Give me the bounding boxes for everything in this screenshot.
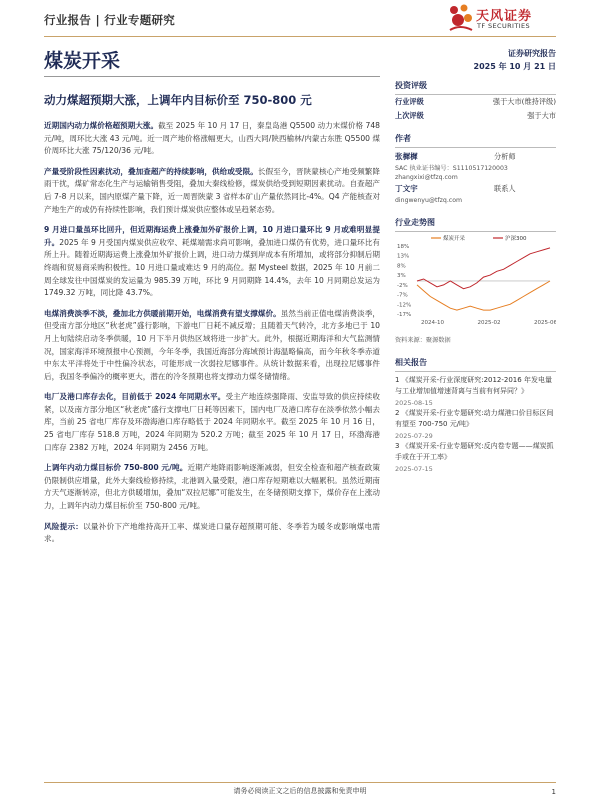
report-subtitle: 动力煤超预期大涨，上调年内目标价至 750-800 元 xyxy=(44,93,312,107)
author-row: 张樨樨 分析师 xyxy=(395,152,516,161)
related-report-item[interactable]: 3 《煤炭开采-行业专题研究:反内卷专题——煤炭抓手或在于开工率》 2025-07-15 xyxy=(395,442,554,473)
footer-divider xyxy=(44,782,556,783)
related-report-item[interactable]: 1 《煤炭开采-行业深度研究:2012-2016 年发电量与工业增加值增速背离与当前有何异同？》 2025-08-15 xyxy=(395,376,552,407)
paragraph: 上调年内动力煤目标价 750-800 元/吨。近期产地降雨影响逐渐减弱，但安全检查和超产核查政策仍限制供应增量，此外大秦线检修持续，北港调入量受限，港口库存短期难以大幅累积。虽然近期南方天气逐渐转凉，但北方供暖增加，叠加“双拉尼娜”可能发生，在冬储预期支撑下，煤价存在上涨动力，上调年内动力煤目标价至 750-800 元/吨。 xyxy=(44,463,381,511)
header-divider xyxy=(44,36,556,37)
trend-section-title: 行业走势图 xyxy=(395,218,435,227)
brand-mark-icon xyxy=(446,4,474,34)
related-section-title: 相关报告 xyxy=(395,358,427,367)
trend-chart xyxy=(395,232,556,332)
x-tick-label: 2025-06 xyxy=(534,320,556,326)
page-title: 煤炭开采 xyxy=(44,50,121,72)
related-report-item[interactable]: 2 《煤炭开采-行业专题研究:动力煤港口价目标区间有望至 700-750 元/吨》 2025-07-29 xyxy=(395,409,554,440)
legend-label: 沪深300 xyxy=(505,236,527,242)
legend-label: 煤炭开采 xyxy=(443,236,466,242)
page-number: 1 xyxy=(551,788,556,796)
authors-section-title: 作者 xyxy=(395,134,411,143)
paragraph: 电厂及港口库存去化，目前低于 2024 年同期水平。受主产地连续强降雨、安监导致的供应持续收紧，以及南方部分地区“秋老虎”盛行支撑电厂日耗等因素下，国内电厂及港口库存在淡季依然小幅去库，当前 25 省电厂库存及环渤海港口库存略低于 2024 年同期水平。截至 2025 年 10 月 16 日，25 省电厂库存 518.8 万吨，2024 年同期为 520.2 万吨；截至 2025 年 10 月 17 日，环渤海港口库存 2382 万吨，2024 年同期为 2456 万吨。 xyxy=(44,392,381,452)
paragraph: 电煤消费淡季不淡，叠加北方供暖前期开始，电煤消费有望支撑煤价。虽然当前正值电煤消费淡季，但受南方部分地区“秋老虎”盛行影响，下游电厂日耗不减反增；且随着天气转冷，北方多地已于 10 月上旬陆续启动冬季供暖，10 月下半月供热区域将进一步扩大。此外，根据近期海洋和大气监测情况，国家海洋环境预报中心预测，今年冬季，我国近海部分海域预计海温略偏高，而今年秋冬季赤道中东太平洋将处于中性偏冷状态，可能形成一次弱拉尼娜事件。从统计数据来看，出现拉尼娜事件后，我国冬季偏冷的概率更大，潜在的冷冬预期也将支撑动力煤冬储情绪。 xyxy=(44,308,381,381)
footer-disclaimer: 请务必阅读正文之后的信息披露和免责申明 xyxy=(233,787,367,795)
rating-row: 行业评级 强于大市(维持评级) xyxy=(395,97,556,106)
series-line xyxy=(417,248,550,289)
y-tick-label: -12% xyxy=(397,302,412,309)
sidebar xyxy=(395,78,556,474)
author-email: dingwenyu@tfzq.com xyxy=(395,197,463,204)
paragraph: 产量受阶段性因素扰动，叠加查超产的持续影响，供给或受限。长假至今，晋陕蒙核心产地受频繁降雨干扰，煤矿常态化生产与运输销售受阻，叠加大秦线检修，煤炭供给受到短期因素扰动。自查超产后 7-8 月以来，国内原煤产量下降，近一周晋陕蒙 3 省样本矿山产量依然同比-4%。Q4 产能核查对产地生产的或仍有持续性影响，我们预计煤炭供应整体或呈趋紧态势。 xyxy=(44,166,380,214)
trend-chart-svg xyxy=(395,232,556,332)
divider xyxy=(395,147,556,148)
y-tick-label: 3% xyxy=(397,273,406,280)
y-tick-label: -17% xyxy=(397,312,412,318)
paragraph: 9 月进口量虽环比回升，但近期海运费上涨叠加外矿报价上调，10 月进口量环比 9 月或难明显提升。2025 年 9 月受国内煤炭供应收窄、耗煤端需求尚可影响，叠加进口煤仍有优势，进口量环比有所上升。随着近期海运费上涨叠加外矿报价上调，进口动力煤到岸成本有所增加，或将部分抑制后期终端和贸易商采购积极性。10 月进口量或难达 9 月的高位。据 Mysteel 数据，2025 年 10 月前二周全球发往中国煤炭的发运量为 985.39 万吨，环比 9 月同期降 14.4%，去年 10 月同期总发运为 1749.32 万吨，同比降 43.7%。 xyxy=(44,225,380,298)
brand-name-en: TF SECURITIES xyxy=(477,22,531,30)
report-type: 证券研究报告 xyxy=(508,49,556,58)
x-tick-label: 2024-10 xyxy=(421,320,444,326)
rating-section-title: 投资评级 xyxy=(395,81,427,90)
main-body xyxy=(44,120,380,554)
y-tick-label: -2% xyxy=(397,282,408,289)
brand-logo xyxy=(446,2,558,36)
series-line xyxy=(417,281,550,310)
y-tick-label: 8% xyxy=(397,263,406,270)
brand-name: 天风证券 xyxy=(476,9,533,24)
author-sac: SAC 执业证书编号：S1110517120003 xyxy=(395,165,508,172)
y-tick-label: -7% xyxy=(397,292,408,299)
prev-rating-row: 上次评级 强于大市 xyxy=(395,111,556,120)
author-email: zhangxixi@tfzq.com xyxy=(395,174,458,181)
y-tick-label: 13% xyxy=(397,253,410,260)
report-category: 行业报告 | 行业专题研究 xyxy=(44,13,176,27)
paragraph: 近期国内动力煤价格超预期大涨。截至 2025 年 10 月 17 日，秦皇岛港 Q5500 动力末煤价格 748 元/吨，周环比大涨 43 元/吨。近一周产地价格涨幅更大，山西大同/陕西榆林/内蒙古东胜 Q5500 煤价周环比大涨 75/120/36 元/吨。 xyxy=(44,121,381,156)
x-tick-label: 2025-02 xyxy=(477,320,501,326)
author-row: 丁文宇 联系人 xyxy=(395,184,516,193)
paragraph: 风险提示：以量补价下产地维持高开工率、煤炭进口量存超预期可能、冬季若为暖冬或影响煤电需求。 xyxy=(44,521,381,544)
chart-source: 资料来源：聚源数据 xyxy=(395,337,451,344)
report-date: 2025 年 10 月 21 日 xyxy=(473,62,556,71)
title-divider xyxy=(44,76,380,77)
y-tick-label: 18% xyxy=(397,244,410,250)
divider xyxy=(395,371,556,372)
